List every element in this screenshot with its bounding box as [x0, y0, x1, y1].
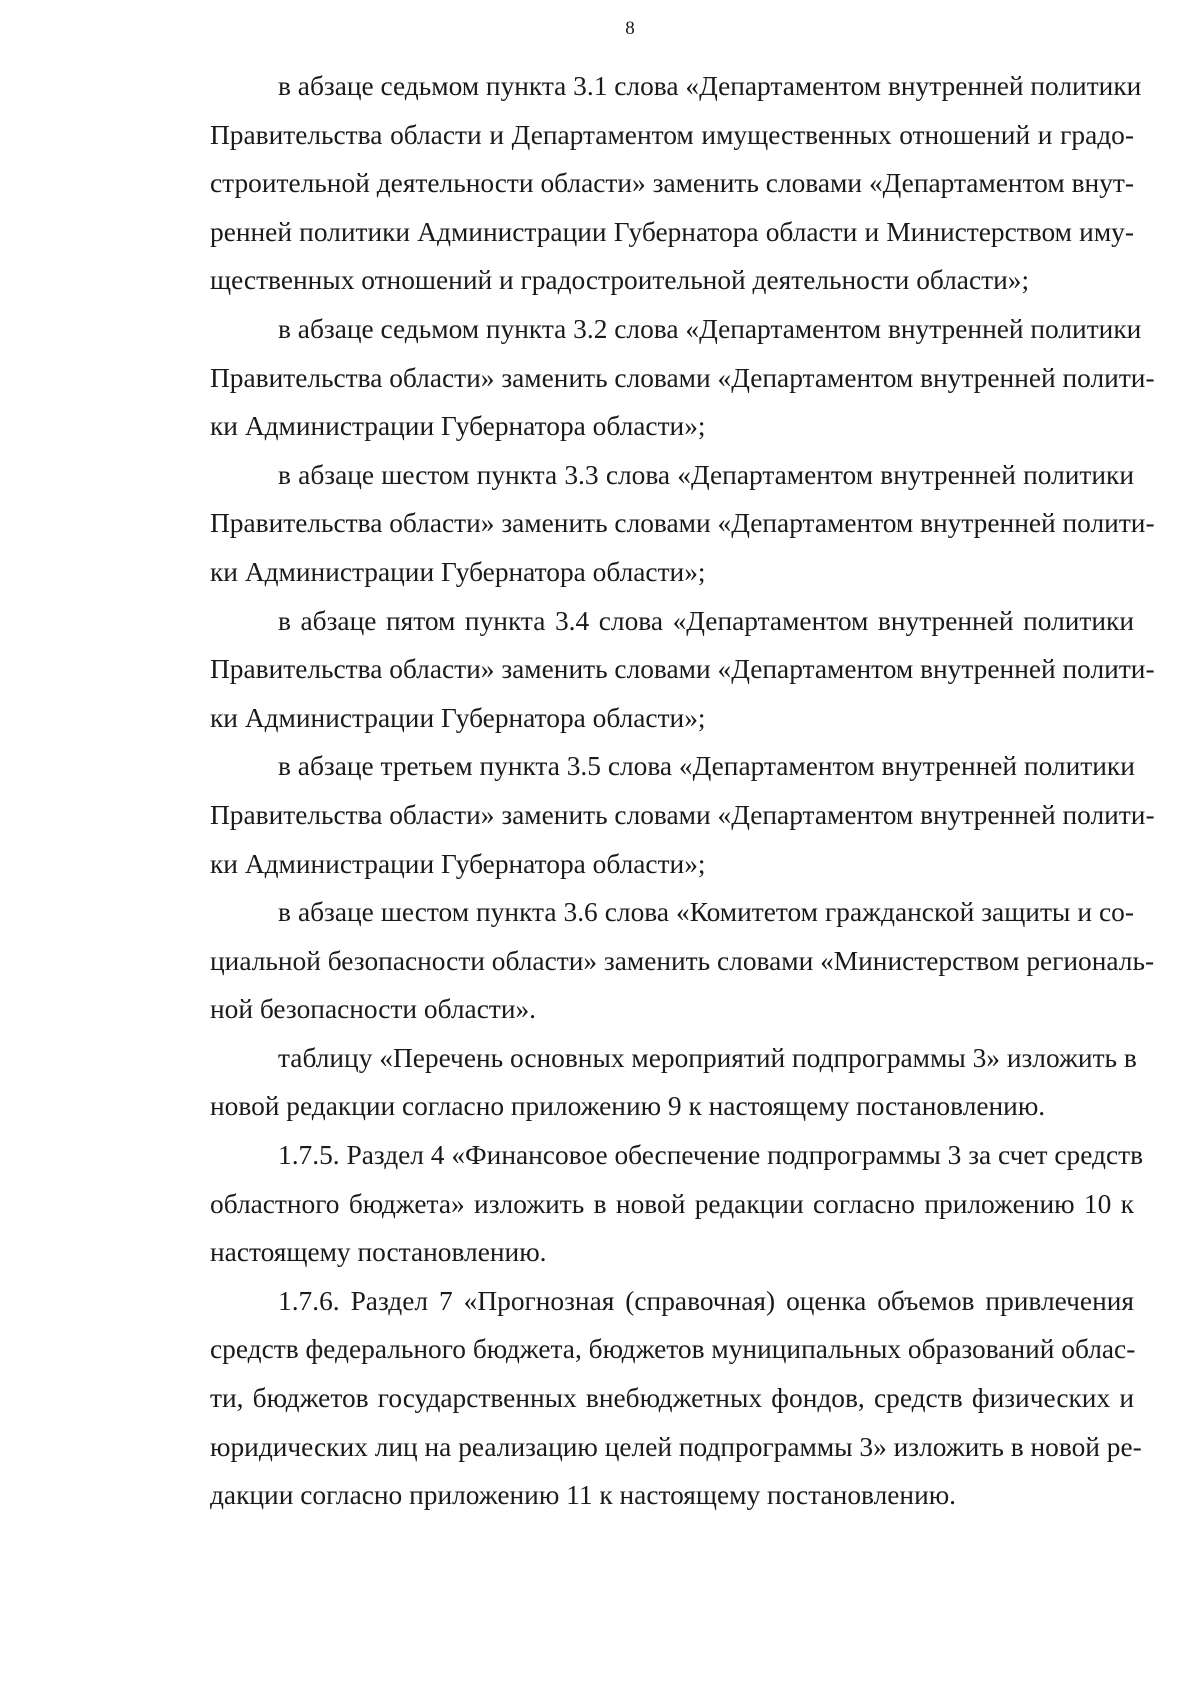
paragraph-table: [142, 1034, 1137, 1131]
text-line: ки Администрации Губернатора области»;: [210, 411, 706, 442]
text-line: строительной деятельности области» заменить словами «Департаментом внут-: [210, 168, 1134, 199]
text-line: Правительства области» заменить словами «Департаментом внутренней полити-: [210, 508, 1155, 539]
text-line: ренней политики Администрации Губернатора области и Министерством иму-: [210, 216, 1134, 247]
text-line: Правительства области и Департаментом имущественных отношений и градо-: [210, 119, 1134, 150]
paragraph-3-1: [142, 62, 1142, 305]
text-line: щественных отношений и градостроительной деятельности области»;: [210, 265, 1030, 296]
text-line: новой редакции согласно приложению 9 к настоящему постановлению.: [210, 1091, 1046, 1122]
text-line: ки Администрации Губернатора области»;: [210, 848, 706, 879]
text-line: в абзаце пятом пункта 3.4 слова «Департаментом внутренней политики: [278, 605, 1134, 636]
text-line: циальной безопасности области» заменить словами «Министерством региональ-: [210, 945, 1155, 976]
text-line: таблицу «Перечень основных мероприятий подпрограммы 3» изложить в: [278, 1042, 1137, 1073]
paragraph-3-5: [142, 742, 1155, 888]
text-line: настоящему постановлению.: [210, 1237, 547, 1268]
text-line: ки Администрации Губернатора области»;: [210, 702, 706, 733]
text-line: в абзаце седьмом пункта 3.1 слова «Департаментом внутренней политики: [278, 71, 1142, 101]
text-line: в абзаце шестом пункта 3.6 слова «Комитетом гражданской защиты и со-: [278, 897, 1134, 928]
text-line: средств федерального бюджета, бюджетов муниципальных образований облас-: [210, 1334, 1136, 1365]
text-line: Правительства области» заменить словами «Департаментом внутренней полити-: [210, 799, 1155, 830]
paragraph-3-6: [142, 888, 1155, 1034]
text-line: дакции согласно приложению 11 к настоящему постановлению.: [210, 1480, 957, 1511]
text-line: ти, бюджетов государственных внебюджетных фондов, средств физических и: [210, 1383, 1134, 1414]
text-line: ной безопасности области».: [210, 994, 537, 1025]
text-line: в абзаце шестом пункта 3.3 слова «Департаментом внутренней политики: [278, 459, 1134, 490]
paragraph-3-4: [142, 597, 1155, 743]
text-line: в абзаце седьмом пункта 3.2 слова «Департаментом внутренней политики: [278, 313, 1142, 344]
text-line: 1.7.5. Раздел 4 «Финансовое обеспечение подпрограммы 3 за счет средств: [278, 1140, 1144, 1171]
paragraph-1-7-6: [142, 1277, 1142, 1520]
text-line: Правительства области» заменить словами «Департаментом внутренней полити-: [210, 654, 1155, 685]
paragraph-3-3: [142, 451, 1155, 597]
text-line: областного бюджета» изложить в новой редакции согласно приложению 10 к: [210, 1188, 1134, 1219]
text-line: юридических лиц на реализацию целей подпрограммы 3» изложить в новой ре-: [210, 1431, 1142, 1462]
text-line: ки Администрации Губернатора области»;: [210, 556, 706, 587]
text-line: 1.7.6. Раздел 7 «Прогнозная (справочная) оценка объемов привлечения: [278, 1285, 1134, 1316]
paragraph-1-7-5: [142, 1131, 1144, 1277]
paragraph-3-2: [142, 305, 1155, 451]
text-line: Правительства области» заменить словами «Департаментом внутренней полити-: [210, 362, 1155, 393]
document-body: [142, 62, 1155, 1520]
page-number: 8: [625, 18, 635, 39]
text-line: в абзаце третьем пункта 3.5 слова «Департаментом внутренней политики: [278, 751, 1135, 782]
